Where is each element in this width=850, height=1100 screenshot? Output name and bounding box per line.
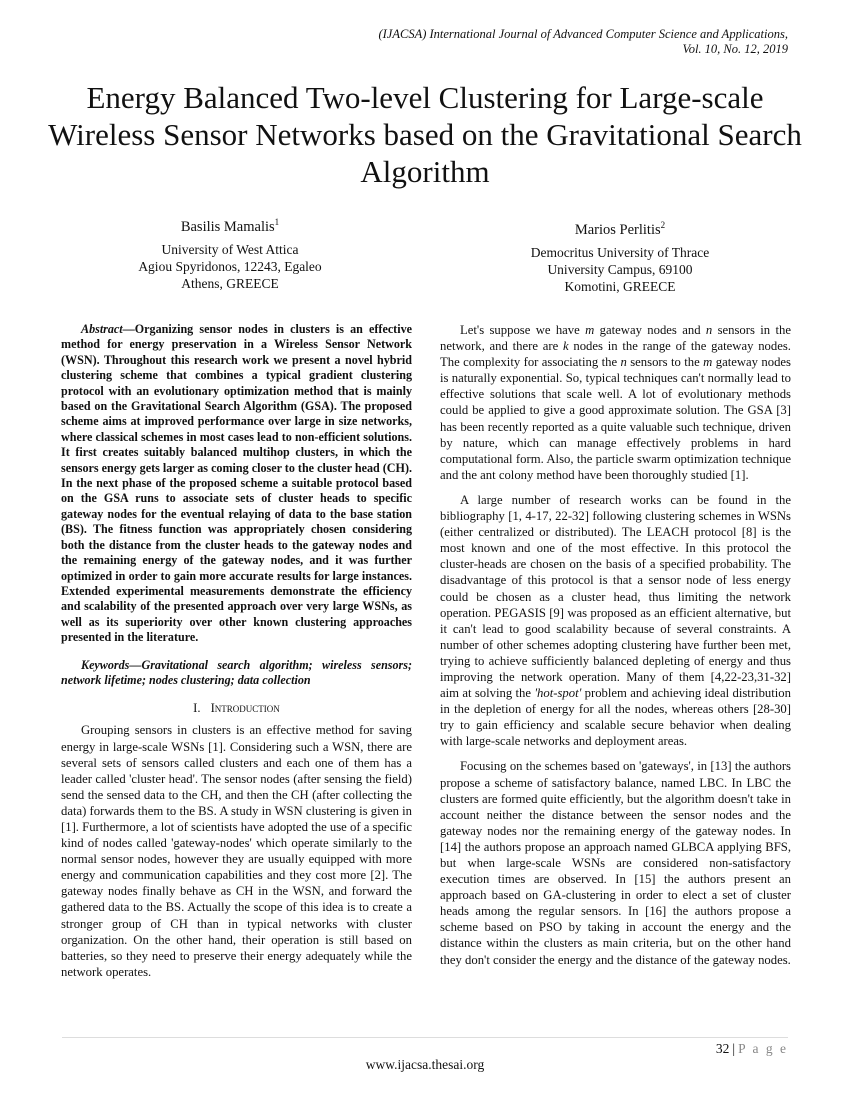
page-number: 32 | P a g e (715, 1041, 788, 1056)
author-name: Basilis Mamalis$^1$ (180, 217, 280, 235)
keywords-label: Keywords (81, 657, 130, 672)
author-superscript: 2 (660, 220, 666, 231)
section-number: I. (193, 701, 201, 716)
body-paragraph: Focusing on the schemes based on 'gateways', in [13] the authors propose a scheme of satisfactory balance, named LBC. In LBC the clusters are formed quite efficiently, but the algorithm doesn't take in account neither the distance between the sensor nodes and the gateway nodes nor the remaining energy of the gateway nodes. In [14] the authors propose an approach named GLBCA applying BFS, but when large-scale WSNs are considered non-satisfactory execution times are observed. In [15] the authors present an approach based on GA-clustering in order to elect a set of cluster heads among the regular sensors. In [16] the authors propose a scheme based on PSO by taking in account the energy and the distance within the clusters as main criteria, but on the other hand they don't consider the energy and the distance of the gateway nodes. (440, 759, 791, 967)
abstract: Abstract—Organizing sensor nodes in clusters is an effective method for energy preservation in a Wireless Sensor Network (WSN). Throughout this research work we present a novel hybrid clustering scheme that combines a typical gradient clustering protocol with an evolutionary optimization method that is mainly based on the Gravitational Search Algorithm (GSA). The proposed scheme aims at improved performance over large in size networks, where classical schemes in most cases lead to non-efficient solutions. It first creates suitably balanced multihop clusters, in which the sensors energy gets larger as coming closer to the cluster head (CH). In the next phase of the proposed scheme a suitable protocol based on the GSA runs to associate sets of cluster heads to specific gateway nodes for the eventual relaying of data to the base station (BS). The fitness function was appropriately chosen considering both the distance from the cluster heads to the gateway nodes and the remaining energy of the gateway nodes, and it was further optimized in order to gain more accurate results for large instances. Extended experimental measurements demonstrate the efficiency and scalability of the presented approach over very large WSNs, as well as its superiority over other known clustering approaches presented in the literature. (61, 322, 412, 645)
section-heading (61, 700, 412, 716)
section-title: Introduction (210, 701, 280, 716)
body-paragraph: Let's suppose we have m gateway nodes and n sensors in the network, and there are k nodes in the range of the gateway nodes. The complexity for associating the n sensors to the m gateway nodes is naturally exponential. So, typical techniques can't normally lead to effective solutions that scale well. A lot of evolutionary methods could be applied to give a good approximate solution. The GSA [3] has been recently reported as a quite valuable such technique, driven by nature, which can manage effectively problems in hard computational form. Also, the particle swarm optimization technique and the ant colony method have been thoroughly studied [1]. (440, 323, 791, 482)
paper-title: Energy Balanced Two-level Clustering for Large-scale Wireless Sensor Networks based on the Gravitational Search Algorithm (48, 80, 802, 189)
author-block-2 (500, 221, 740, 295)
author-name: Marios Perlitis$^2$ (574, 220, 666, 238)
footer-divider (62, 1037, 788, 1038)
author-affiliation-line: University Campus, 69100 (547, 262, 693, 277)
keywords: Keywords—Gravitational search algorithm; wireless sensors; network lifetime; nodes clustering; data collection (61, 657, 412, 687)
author-affiliation-line: Democritus University of Thrace (530, 245, 710, 260)
author-affiliation-line: Komotini, GREECE (564, 279, 676, 294)
author-superscript: 1 (274, 217, 280, 228)
journal-header (268, 27, 788, 57)
author-block-1 (110, 218, 350, 292)
abstract-text: Organizing sensor nodes in clusters is an effective method for energy preservation in a Wireless Sensor Network (WSN). Throughout this research work we present a novel hybrid clustering scheme that combines a typical gradient clustering protocol with an evolutionary optimization method that is mainly based on the Gravitational Search Algorithm (GSA). The proposed scheme aims at improved performance over large in size networks, where classical schemes in most cases lead to non-efficient solutions. It first creates suitably balanced multihop clusters, in which the sensors energy gets larger as coming closer to the cluster head (CH). In the next phase of the proposed scheme a suitable protocol based on the GSA runs to associate sets of cluster heads to specific gateway nodes for the eventual relaying of data to the base station (BS). The fitness function was appropriately chosen considering both the distance from the cluster heads to the gateway nodes and the remaining energy of the gateway nodes, and it was further optimized in order to gain more accurate results for large instances. Extended experimental measurements demonstrate the efficiency and scalability of the presented approach over very large WSNs, as well as its superiority over other known clustering approaches presented in the literature. (61, 322, 412, 645)
author-affiliation-line: University of West Attica (161, 242, 299, 257)
author-affiliation-line: Agiou Spyridonos, 12243, Egaleo (138, 259, 322, 274)
right-column (440, 322, 791, 977)
keywords-text: Gravitational search algorithm; wireless sensors; network lifetime; nodes clustering; data collection (61, 657, 412, 687)
journal-name: (IJACSA) International Journal of Advanced Computer Science and Applications, (378, 27, 788, 41)
abstract-label: Abstract (81, 322, 123, 336)
journal-volume: Vol. 10, No. 12, 2019 (682, 42, 788, 56)
footer-url: www.ijacsa.thesai.org (365, 1057, 485, 1072)
body-paragraph: A large number of research works can be found in the bibliography [1, 4-17, 22-32] following clustering schemes in WSNs (either centralized or distributed). The LEACH protocol [8] is the most known and one of the most effective. In this protocol the cluster-heads are chosen on the basis of a specified probability. The disadvantage of this protocol is that a sensor node of less energy could be chosen as a cluster head, thus limiting the network operation. PEGASIS [9] was proposed as an efficient alternative, but it can't lead to good scalability because of several constraints. A number of other schemes adopting clustering have further been met, trying to achieve sufficiently balanced depleting of energy and thus improving the network operation. Many of them [4,22-23,31-32] aim at solving the 'hot-spot' problem and achieving ideal distribution in the depletion of energy for all the nodes, whereas others [28-30] try to gain efficiency and scalable secure behavior when dealing with large-scale networks and deployment areas. (440, 492, 791, 749)
body-paragraph: Grouping sensors in clusters is an effective method for saving energy in large-scale WSNs [1]. Considering such a WSN, there are several sets of sensors called clusters and each one of them has a leader called 'cluster head'. The sensor nodes (after sensing the field) send the sensed data to the CH, and then the CH (after collecting the data) forwards them to the BS. A study in WSN clustering is given in [1]. Furthermore, a lot of scientists have adopted the use of a specific kind of nodes called 'gateway-nodes' which operate similarly to the normal sensor nodes, however they are usually equipped with more energy and communication capabilities and they cost more [2]. The gateway nodes finally behave as CH in the WSN, and forward the gathered data to the BS. Actually the scope of this idea is to create a stronger group of CH than in typical networks with cluster organization. On the other hand, their operation is still based on batteries, so they need to preserve their energy adequately while the network operates. (61, 723, 412, 979)
left-column (61, 322, 412, 989)
author-affiliation-line: Athens, GREECE (181, 276, 279, 291)
